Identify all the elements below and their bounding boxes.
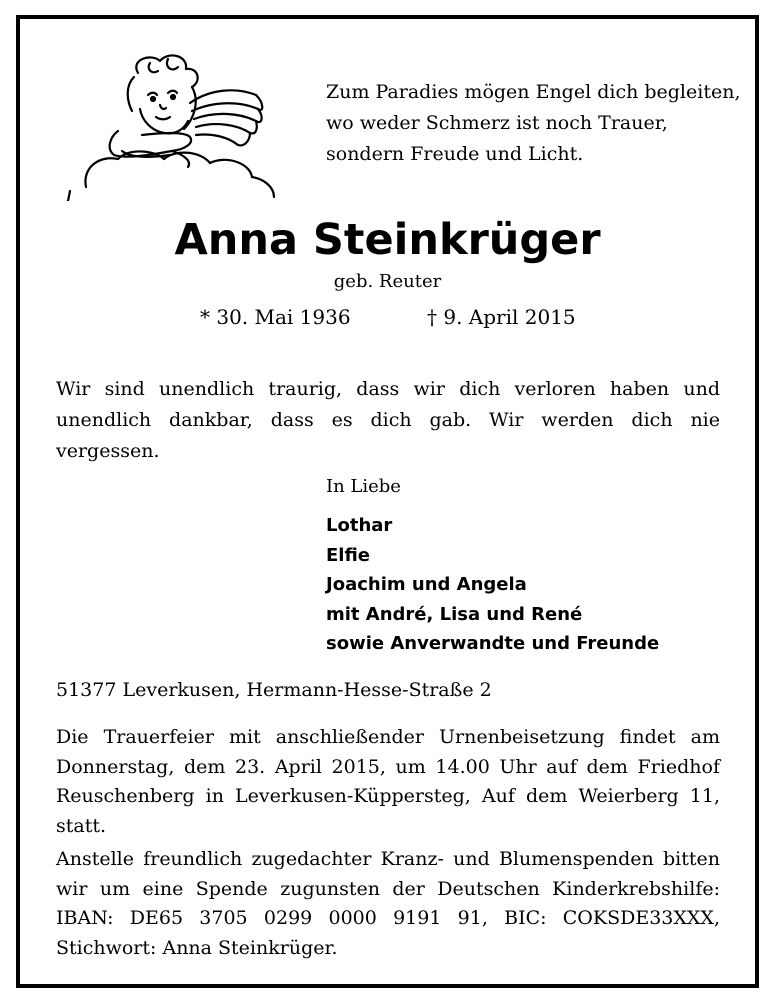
poem-line-1: Zum Paradies mögen Engel dich begleiten,: [326, 81, 741, 103]
signer: mit André, Lisa und René: [326, 603, 583, 625]
donation-text: Anstelle freundlich zugedachter Kranz- und Blumenspenden bitten wir um eine Spende zugunsten der Deutschen Kinderkrebshilfe: IBAN: DE65 3705 0299 0000 9191 91, BIC: COKSDE33XXX, Stichwort: Anna Steinkrüger.: [56, 848, 720, 959]
birth-date: * 30. Mai 1936: [200, 305, 351, 329]
signer: sowie Anverwandte und Freunde: [326, 633, 660, 654]
signers-list: [326, 511, 659, 659]
in-love-label: In Liebe: [326, 476, 401, 497]
poem-line-3: sondern Freude und Licht.: [326, 143, 584, 165]
address: 51377 Leverkusen, Hermann-Hesse-Straße 2: [56, 679, 492, 701]
maiden-name: geb. Reuter: [333, 271, 442, 292]
signer: Lothar: [326, 515, 393, 536]
poem: [326, 77, 746, 170]
obituary-notice: [16, 15, 759, 988]
signer: Joachim und Angela: [326, 574, 527, 595]
cherub-on-cloud-icon: [60, 51, 300, 201]
funeral-text: Die Trauerfeier mit anschließender Urnenbeisetzung findet am Donnerstag, dem 23. April 2015, um 14.00 Uhr auf dem Friedhof Reuschenberg in Leverkusen-Küppersteg, Auf dem Weierberg 11, statt.: [56, 726, 720, 837]
intro-text: Wir sind unendlich traurig, dass wir dich verloren haben und unendlich dankbar, dass es dich gab. Wir werden dich nie vergessen.: [56, 378, 720, 462]
deceased-name: Anna Steinkrüger: [174, 215, 601, 265]
poem-line-2: wo weder Schmerz ist noch Trauer,: [326, 112, 668, 134]
death-date: † 9. April 2015: [427, 305, 576, 329]
signer: Elfie: [326, 544, 371, 566]
